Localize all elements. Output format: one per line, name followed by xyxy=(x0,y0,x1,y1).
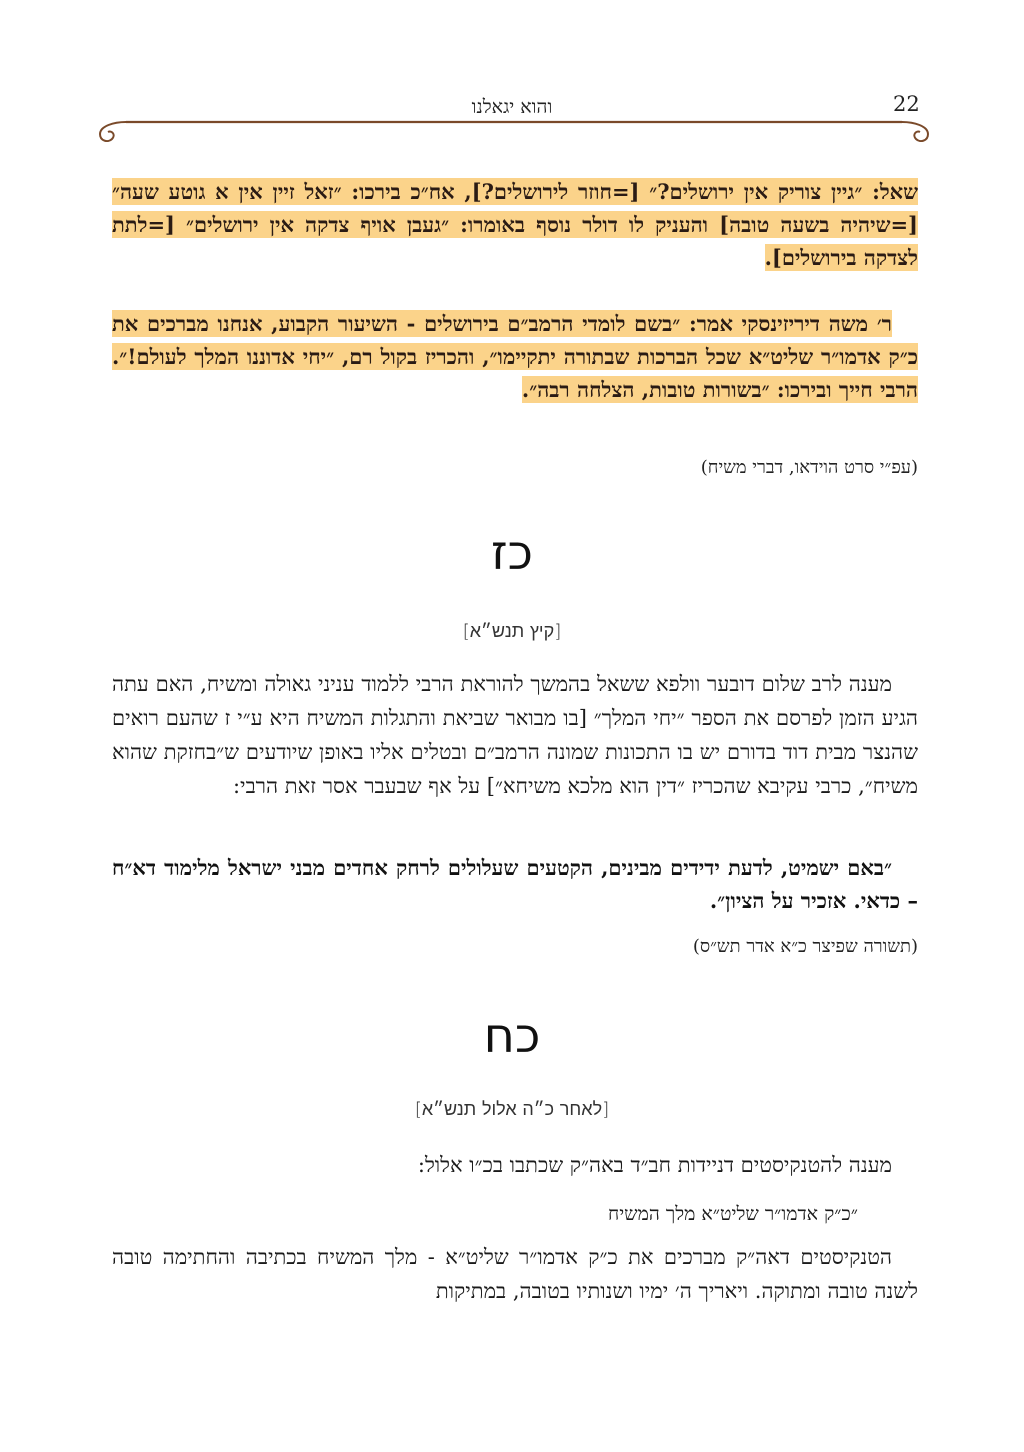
section-kaz-quote: ״באם ישמיט, לדעת ידידים מבינים, הקטעים שעלולים לרחק אחדים מבני ישראל מלימוד דא״ח – כדאי. אזכיר על הציון״. xyxy=(112,855,918,913)
ornamental-header-rule xyxy=(86,112,942,146)
section-title-kaz: כז xyxy=(491,525,533,581)
highlighted-text: ר׳ משה דיריזינסקי אמר: ״בשם לומדי הרמב״ם בירושלים - השיעור הקבוע, אנחנו מברכים את כ״ק אדמו״ר שליט״א שכל הברכות שבתורה יתקיימו״, והכריז בקול רם, ״יחי אדוננו המלך לעולם!״. הרבי חייך ובירכו: ״בשורות טובות, הצלחה רבה״. xyxy=(112,311,919,402)
highlighted-paragraph-2 xyxy=(112,307,918,406)
highlighted-text: שאל: ״גיין צוריק אין ירושלים?״ [=חוזר לירושלים?], אח״כ בירכו: ״זאל זיין אין א גוטע שעה״ [=שיהיה בשעה טובה] והעניק לו דולר נוסף באומרו: ״געבן אויף צדקה אין ירושלים״ [=לתת לצדקה בירושלים]. xyxy=(112,179,918,270)
section-kach-body: הטנקיסטים דאה״ק מברכים את כ״ק אדמו״ר שליט״א - מלך המשיח בכתיבה והחתימה טובה לשנה טובה ומתוקה. ויאריך ה׳ ימיו ושנותיו בטובה, במתיקות xyxy=(112,1245,918,1303)
running-title: והוא יגאלנו xyxy=(471,96,553,118)
section-title-kach: כח xyxy=(483,1008,541,1064)
page-number: 22 xyxy=(893,92,920,116)
section-kach-salutation: ״כ״ק אדמו״ר שליט״א מלך המשיח xyxy=(607,1203,858,1225)
source-citation-1: (עפ״י סרט הוידאו, דברי משיח) xyxy=(700,457,918,478)
section-kaz-body: מענה לרב שלום דובער וולפא ששאל בהמשך להוראת הרבי ללמוד עניני גאולה ומשיח, האם עתה הגיע הזמן לפרסם את הספר ״יחי המלך״ [בו מבואר שביאת והתגלות המשיח היא ע״י ז שהעם רואים שהנצר מבית דוד בדורם יש בו התכונות שמונה הרמב״ם ובטלים אליו באופן שיודעים ש״בחזקת שהוא משיח״, כרבי עקיבא שהכריז ״דין הוא מלכא משיחא״] על אף שבעבר אסר זאת הרבי: xyxy=(112,672,918,798)
section-date-kaz: [קיץ תנש״א] xyxy=(462,621,562,642)
section-date-kach: [לאחר כ״ה אלול תנש״א] xyxy=(414,1099,610,1120)
section-kach-intro: מענה להטנקיסטים דניידות חב״ד באה״ק שכתבו בכ״ו אלול: xyxy=(417,1153,892,1177)
highlighted-paragraph-1 xyxy=(112,175,918,274)
source-citation-2: (תשורה שפיצר כ״א אדר תש״ס) xyxy=(692,936,918,957)
